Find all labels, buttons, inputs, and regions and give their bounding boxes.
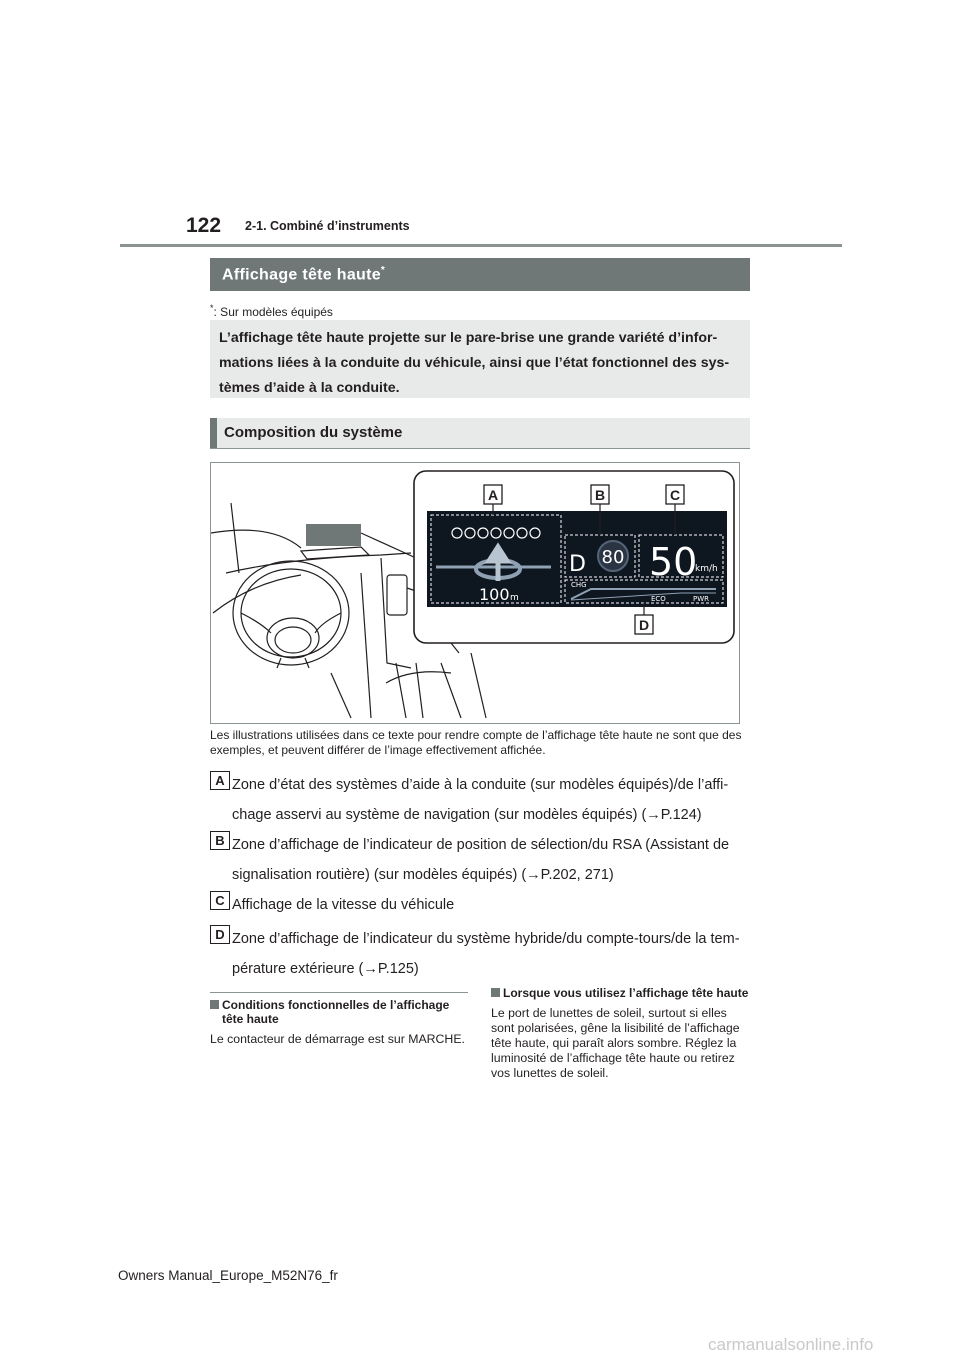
hud-speed-limit: 80 xyxy=(601,547,625,568)
hud-pwr: PWR xyxy=(693,595,710,603)
footnote-text: : Sur modèles équipés xyxy=(213,305,333,319)
item-text: Zone d’état des systèmes d’aide à la conduite (sur modèles équipés)/de l’affichage asservi au système de navigation (sur modèles équipés) (→P.124) xyxy=(232,777,729,823)
note-left-body: Le contacteur de démarrage est sur MARCHE. xyxy=(210,1032,465,1046)
item-text: Zone d’affichage de l’indicateur du système hybride/du compte-tours/de la température extérieure (→P.125) xyxy=(232,931,740,977)
square-bullet-icon xyxy=(210,1000,219,1009)
section-title-mark: * xyxy=(380,265,386,276)
item-text: Affichage de la vitesse du véhicule xyxy=(232,897,455,913)
note-left-title-row xyxy=(210,998,468,1026)
hud-projector xyxy=(306,524,361,546)
hud-chg: CHG xyxy=(571,581,587,589)
intro-text: L’affichage tête haute projette sur le pare-brise une grande variété d’informations liées à la conduite du véhicule, ainsi que l’état fonctionnel des systèmes d’aide à la conduite. xyxy=(219,330,730,396)
notes-divider xyxy=(210,992,468,993)
callout-d: D xyxy=(638,617,650,633)
hud-eco: ECO xyxy=(651,595,666,603)
note-left xyxy=(210,998,468,1047)
item-label: B xyxy=(210,831,230,850)
hud-distance: 100 xyxy=(479,585,510,604)
hud-speed-unit: km/h xyxy=(695,564,718,574)
footnote xyxy=(210,303,333,319)
callout-b: B xyxy=(594,487,606,503)
hud-gear: D xyxy=(569,552,586,577)
intro-box xyxy=(210,320,750,398)
hud-distance-unit: m xyxy=(510,593,519,603)
note-right-body: Le port de lunettes de soleil, surtout si elles sont polarisées, gêne la lisibilité de l’affichage tête haute, qui paraît alors sombre. Réglez la luminosité de l’affichage tête haute ou retirez vos lunettes de soleil. xyxy=(491,1006,740,1080)
hud-illustration xyxy=(210,462,740,724)
footer-text: Owners Manual_Europe_M52N76_fr xyxy=(118,1268,338,1283)
section-banner xyxy=(210,258,750,291)
item-label: C xyxy=(210,891,230,910)
callout-c: C xyxy=(669,487,681,503)
item-text: Zone d’affichage de l’indicateur de position de sélection/du RSA (Assistant de signalisation routière) (sur modèles équipés) (→P.202, 271) xyxy=(232,837,730,883)
note-left-title: Conditions fonctionnelles de l’affichage tête haute xyxy=(222,998,450,1026)
subsection-header xyxy=(210,418,750,449)
page-number: 122 xyxy=(186,214,222,237)
callout-a: A xyxy=(487,487,499,503)
hud-speed: 50 xyxy=(649,540,698,584)
figure-caption: Les illustrations utilisées dans ce texte pour rendre compte de l’affichage tête haute ne sont que des exemples, et peuvent différer de l’image effectivement affichée. xyxy=(210,728,742,757)
item-label: A xyxy=(210,771,230,790)
note-right-title-row xyxy=(491,986,749,1000)
dashboard-drawing xyxy=(211,463,739,723)
note-right xyxy=(491,986,749,1081)
section-title-wrap xyxy=(222,265,385,284)
footnote-mark: * xyxy=(210,303,214,313)
subsection-bar xyxy=(210,418,217,448)
section-title: Affichage tête haute xyxy=(222,266,381,284)
chapter-title: 2-1. Combiné d’instruments xyxy=(245,219,410,233)
watermark: carmanualsonline.info xyxy=(708,1335,874,1354)
subsection-title: Composition du système xyxy=(224,424,403,441)
header-divider xyxy=(120,244,842,247)
item-label: D xyxy=(210,925,230,944)
note-right-title: Lorsque vous utilisez l’affichage tête haute xyxy=(503,986,749,1000)
square-bullet-icon xyxy=(491,988,500,997)
